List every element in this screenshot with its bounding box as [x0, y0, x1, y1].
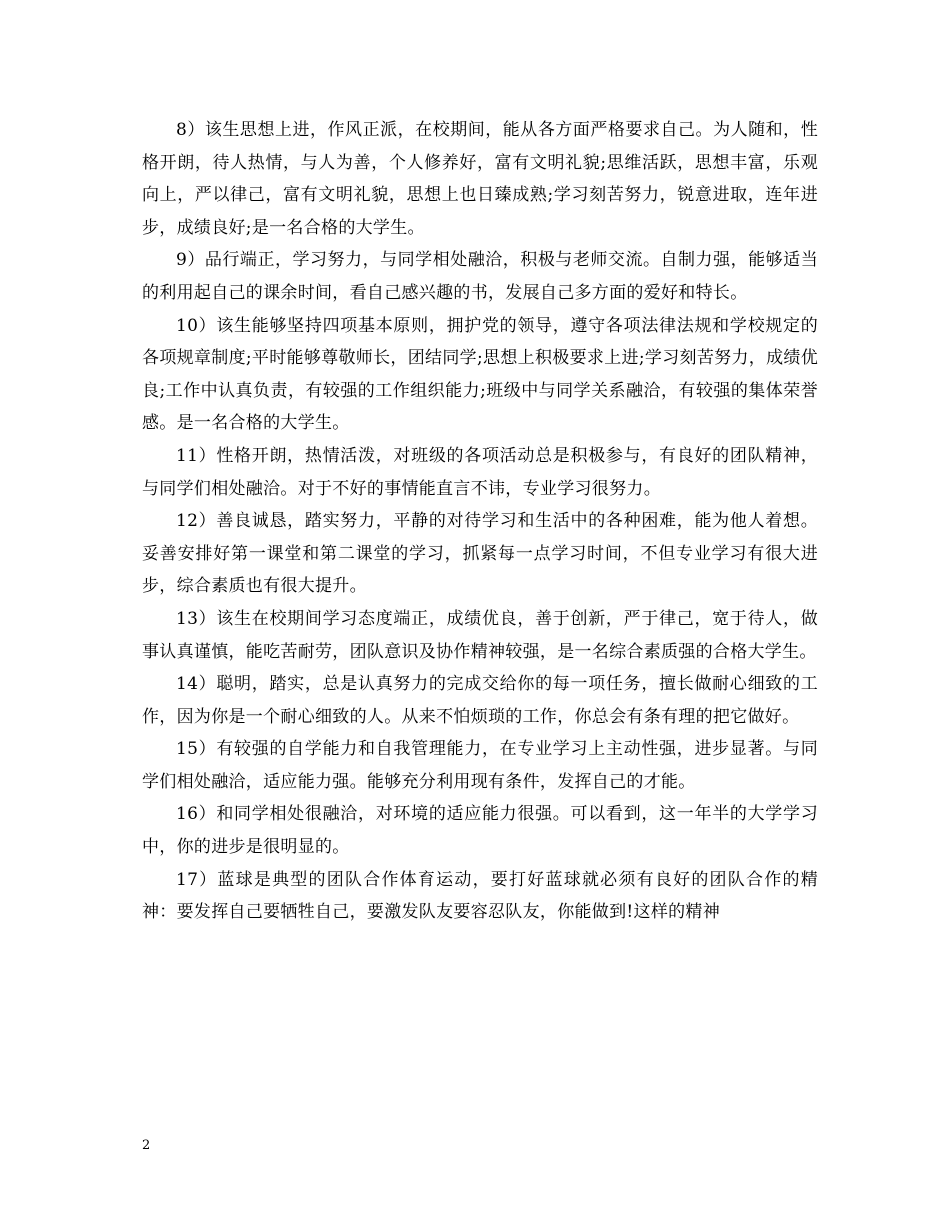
paragraph-9: 9）品行端正，学习努力，与同学相处融洽，积极与老师交流。自制力强，能够适当的利用起自己的课余时间，看自己感兴趣的书，发展自己多方面的爱好和特长。 [142, 250, 818, 303]
paragraph-17: 17）蓝球是典型的团队合作体育运动，要打好蓝球就必须有良好的团队合作的精神：要发挥自己要牺牲自己，要激发队友要容忍队友，你能做到!这样的精神 [142, 869, 818, 923]
paragraph-14: 14）聪明，踏实，总是认真努力的完成交给你的每一项任务，擅长做耐心细致的工作，因为你是一个耐心细致的人。从来不怕烦琐的工作，你总会有条有理的把它做好。 [142, 674, 818, 727]
paragraph-16: 16）和同学相处很融洽，对环境的适应能力很强。可以看到，这一年半的大学学习中，你的进步是很明显的。 [142, 804, 818, 858]
paragraph-15: 15）有较强的自学能力和自我管理能力，在专业学习上主动性强，进步显著。与同学们相处融洽，适应能力强。能够充分利用现有条件，发挥自己的才能。 [142, 739, 818, 792]
document-body [142, 114, 818, 929]
paragraph-12: 12）善良诚恳，踏实努力，平静的对待学习和生活中的各种困难，能为他人着想。妥善安排好第一课堂和第二课堂的学习，抓紧每一点学习时间，不但专业学习有很大进步，综合素质也有很大提升。 [142, 511, 818, 597]
page-number: 2 [142, 1138, 151, 1153]
paragraph-13: 13）该生在校期间学习态度端正，成绩优良，善于创新，严于律己，宽于待人，做事认真谨慎，能吃苦耐劳，团队意识及协作精神较强，是一名综合素质强的合格大学生。 [142, 608, 818, 662]
paragraph-10: 10）该生能够坚持四项基本原则，拥护党的领导，遵守各项法律法规和学校规定的各项规章制度;平时能够尊敬师长，团结同学;思想上积极要求上进;学习刻苦努力，成绩优良;工作中认真负责，有较强的工作组织能力;班级中与同学关系融洽，有较强的集体荣誉感。是一名合格的大学生。 [142, 315, 818, 434]
paragraph-11: 11）性格开朗，热情活泼，对班级的各项活动总是积极参与，有良好的团队精神，与同学们相处融洽。对于不好的事情能直言不讳，专业学习很努力。 [142, 445, 818, 499]
paragraph-8: 8）该生思想上进，作风正派，在校期间，能从各方面严格要求自己。为人随和，性格开朗，待人热情，与人为善，个人修养好，富有文明礼貌;思维活跃，思想丰富，乐观向上，严以律己，富有文明礼貌，思想上也日臻成熟;学习刻苦努力，锐意进取，连年进步，成绩良好;是一名合格的大学生。 [142, 120, 818, 238]
